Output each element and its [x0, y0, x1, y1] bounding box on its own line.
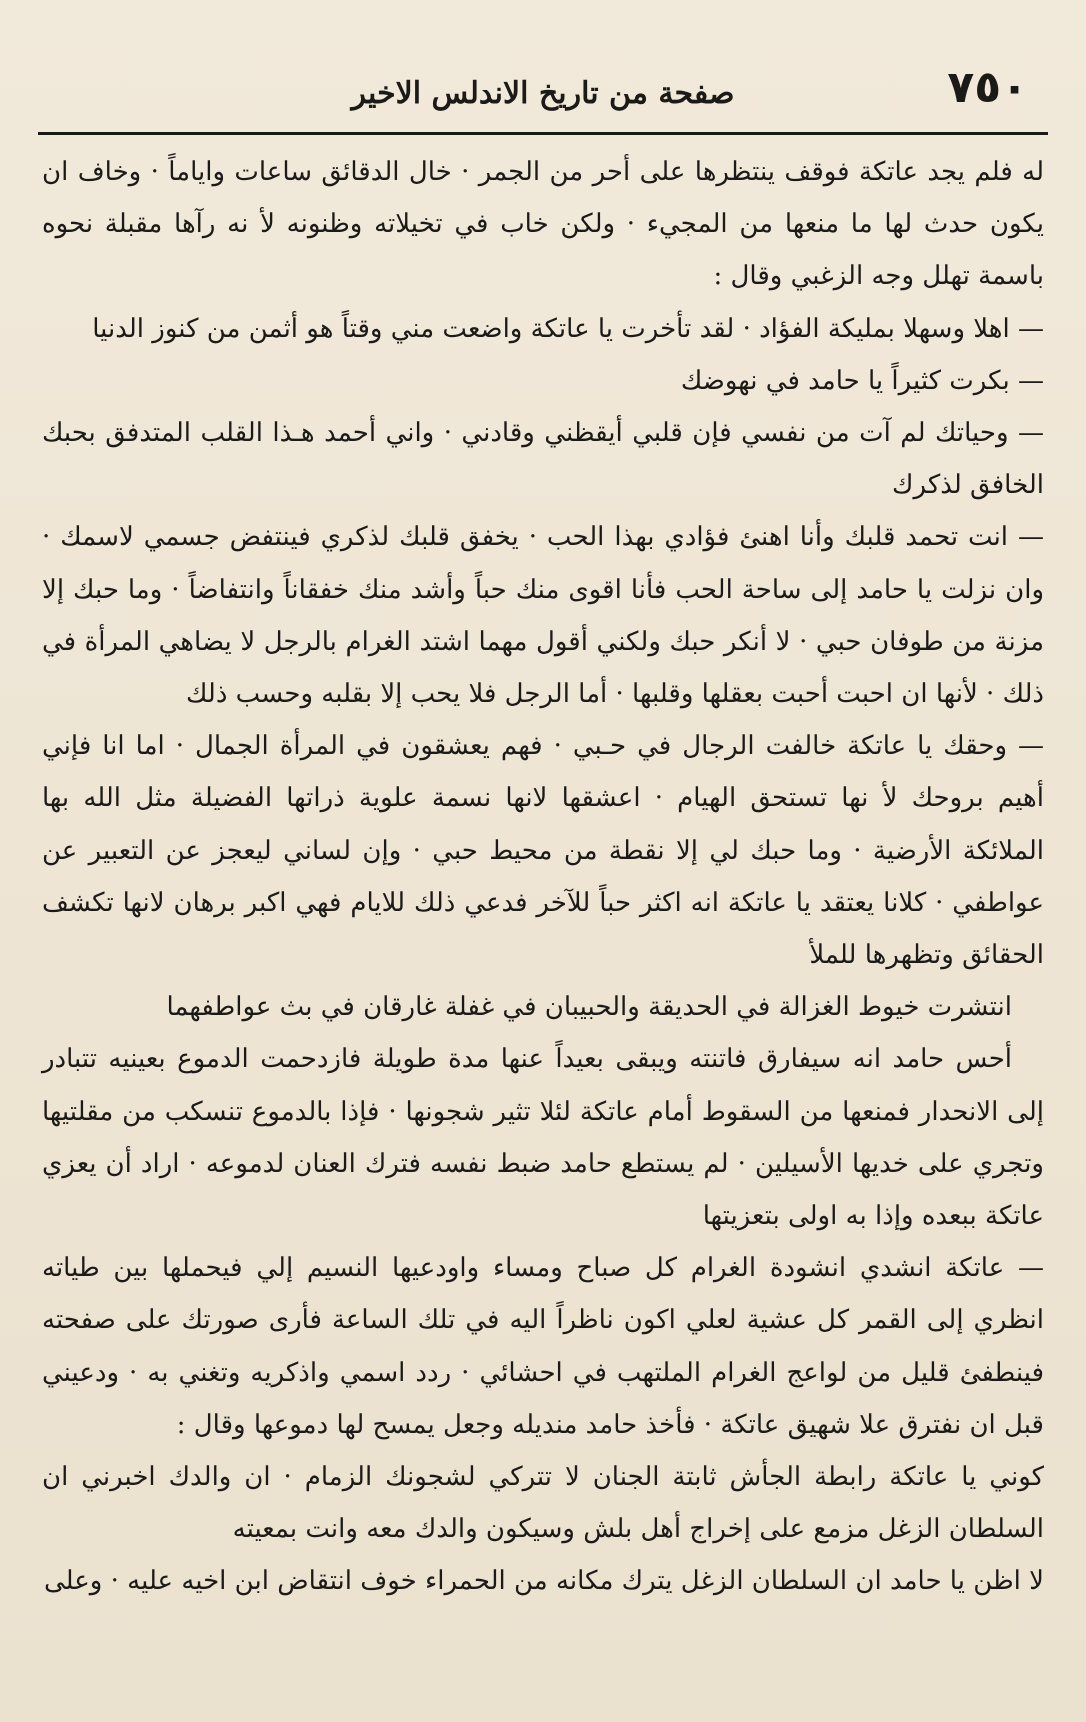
page-header — [40, 62, 1046, 126]
paragraph: — وحقك يا عاتكة خالفت الرجال في حـبي · فهم يعشقون في المرأة الجمال · اما انا فإني أهيم بروحك لأ نها تستحق الهيام · اعشقها لانها نسمة علوية ذراتها الفضيلة مثل الله بها الملائكة الأرضية · وما حبك لي إلا نقطة من محيط حبي · وإن لساني ليعجز عن التعبير عن عواطفي · كلانا يعتقد يا عاتكة انه اكثر حباً للآخر فدعي ذلك للايام فهي اكبر برهان لانها تكشف الحقائق وتظهرها للملأ — [42, 731, 1044, 971]
running-title: صفحة من تاريخ الاندلس الاخير — [351, 76, 735, 111]
paragraph: — انت تحمد قلبك وأنا اهنئ فؤادي بهذا الحب · يخفق قلبك لذكري فينتفض جسمي لاسمك · وان نزلت يا حامد إلى ساحة الحب فأنا اقوى منك حباً وأشد منك خفقاناً وانتفاضاً · وما حبك إلا مزنة من طوفان حبي · لا أنكر حبك ولكني أقول مهما اشتد الغرام بالرجل لا يضاهي المرأة في ذلك · لأنها ان احبت أحبت بعقلها وقلبها · أما الرجل فلا يحب إلا بقلبه وحسب ذلك — [42, 522, 1044, 710]
paragraph: — اهلا وسهلا بمليكة الفؤاد · لقد تأخرت يا عاتكة واضعت مني وقتاً هو أثمن من كنوز الدنيا — [92, 313, 1044, 344]
paragraph: انتشرت خيوط الغزالة في الحديقة والحبيبان في غفلة غارقان في بث عواطفهما — [166, 992, 1012, 1023]
paragraph: — وحياتك لم آت من نفسي فإن قلبي أيقظني وقادني · واني أحمد هـذا القلب المتدفق بحبك الخافق لذكرك — [42, 418, 1044, 501]
body-text — [42, 146, 1044, 1608]
paragraph: — عاتكة انشدي انشودة الغرام كل صباح ومساء واودعيها النسيم إلي فيحملها بين طياته انظري إلى القمر كل عشية لعلي اكون ناظراً اليه في تلك الساعة فأرى صورتك على صفحته فينطفئ قليل من لواعج الغرام الملتهب في احشائي · ردد اسمي واذكريه وتغني به · ودعيني قبل ان نفترق علا شهيق عاتكة · فأخذ حامد منديله وجعل يمسح لها دموعها وقال : — [42, 1253, 1044, 1440]
paragraph: — بكرت كثيراً يا حامد في نهوضك — [680, 365, 1044, 396]
paragraph: لا اظن يا حامد ان السلطان الزغل يترك مكانه من الحمراء خوف انتقاض ابن اخيه عليه · وعلى — [44, 1566, 1044, 1597]
page-number: ٧٥٠ — [947, 62, 1028, 113]
paragraph: له فلم يجد عاتكة فوقف ينتظرها على أحر من الجمر · خال الدقائق ساعات واياماً · وخاف ان يكون حدث لها ما منعها من المجيء · ولكن خاب في تخيلاته وظنونه لأ نه رآها مقبلة نحوه باسمة تهلل وجه الزغبي وقال : — [42, 157, 1044, 292]
header-divider — [38, 132, 1048, 135]
paragraph: أحس حامد انه سيفارق فاتنته ويبقى بعيداً عنها مدة طويلة فازدحمت الدموع بعينيه تتبادر إلى الانحدار فمنعها من السقوط أمام عاتكة لئلا تثير شجونها · فإذا بالدموع تنسكب من مقلتيها وتجري على خديها الأسيلين · لم يستطع حامد ضبط نفسه فترك العنان لدموعه · اراد أن يعزي عاتكة ببعده وإذا به اولى بتعزيتها — [42, 1044, 1044, 1232]
paragraph: كوني يا عاتكة رابطة الجأش ثابتة الجنان لا تتركي لشجونك الزمام · ان والدك اخبرني ان السلطان الزغل مزمع على إخراج أهل بلش وسيكون والدك معه وانت بمعيته — [42, 1462, 1044, 1545]
